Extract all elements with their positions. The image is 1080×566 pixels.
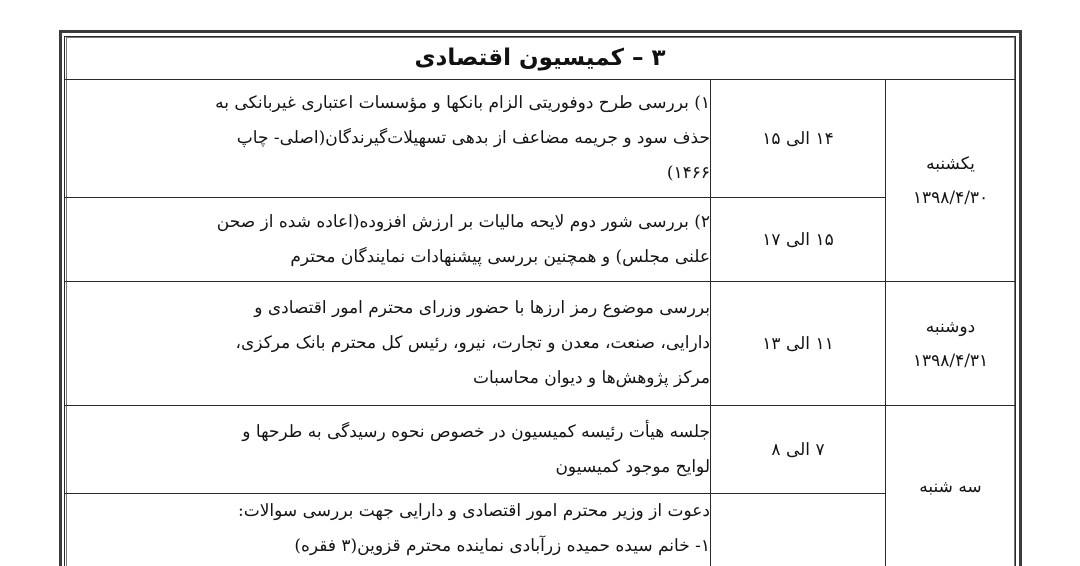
day-date: ۱۳۹۸/۴/۳۱: [912, 350, 989, 371]
time-cell: ۱۱ الی ۱۳: [711, 282, 886, 406]
table-row: [65, 406, 1016, 494]
day-date: ۱۳۹۸/۴/۳۰: [912, 187, 989, 208]
time-cell: ۷ الی ۸: [711, 406, 886, 494]
table-row: [65, 198, 1016, 282]
time-cell: ۱۵ الی ۱۷: [711, 198, 886, 282]
description-cell: [65, 282, 711, 406]
description-line: دعوت از وزیر محترم امور اقتصادی و دارایی جهت بررسی سوالات:: [238, 501, 710, 521]
description-line: جلسه هیأت رئیسه کمیسیون در خصوص نحوه رسیدگی به طرحها و: [242, 421, 710, 442]
description-line: بررسی موضوع رمز ارزها با حضور وزرای محترم امور اقتصادی و: [254, 298, 710, 318]
description-line: ۱) بررسی طرح دوفوریتی الزام بانکها و مؤسسات اعتباری غیربانکی به: [215, 93, 710, 113]
description-line: ۱- خانم سیده حمیده زرآبادی نماینده محترم قزوین(۳ فقره): [294, 536, 710, 556]
day-name: دوشنبه: [925, 316, 976, 337]
schedule-table: [64, 36, 1016, 566]
description-line: ۱۴۶۶): [666, 163, 710, 183]
table-row: [65, 80, 1016, 198]
day-cell: [886, 80, 1016, 282]
description-line: مرکز پژوهش‌ها و دیوان محاسبات: [473, 368, 710, 388]
description-line: حذف سود و جریمه مضاعف از بدهی تسهیلات‌گیرندگان(اصلی- چاپ: [236, 128, 710, 148]
description-line: ۲) بررسی شور دوم لایحه مالیات بر ارزش افزوده(اعاده شده از صحن: [216, 211, 710, 232]
table-row: [65, 282, 1016, 406]
day-name: سه شنبه: [919, 477, 982, 497]
day-cell: [886, 282, 1016, 406]
description-cell: [65, 406, 711, 494]
description-line: دارایی، صنعت، معدن و تجارت، نیرو، رئیس کل محترم بانک مرکزی،: [235, 333, 710, 353]
description-line: علنی مجلس) و همچنین بررسی پیشنهادات نمایندگان محترم: [290, 246, 710, 267]
time-cell: ۱۴ الی ۱۵: [711, 80, 886, 198]
table-row: [65, 494, 1016, 566]
table-title-row: [65, 37, 1016, 80]
description-line: لوایح موجود کمیسیون: [555, 456, 710, 477]
time-cell: [711, 494, 886, 566]
description-cell: [65, 198, 711, 282]
description-cell: [65, 80, 711, 198]
description-cell: [65, 494, 711, 566]
day-name: یکشنبه: [926, 153, 975, 174]
day-cell: [886, 406, 1016, 566]
section-title: ۳ – کمیسیون اقتصادی: [65, 37, 1016, 80]
